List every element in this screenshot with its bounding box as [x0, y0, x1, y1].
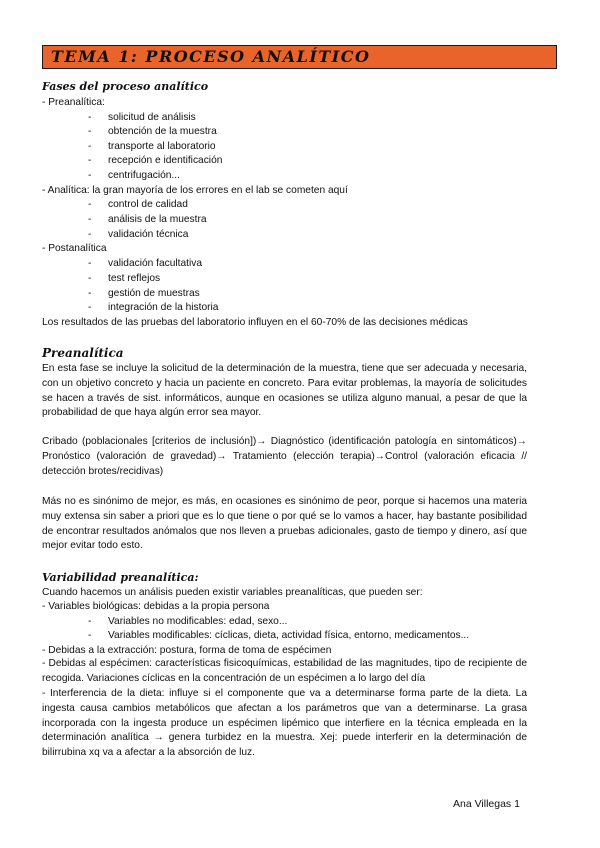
list-item: - recepción e identificación [88, 155, 223, 166]
fases-heading: Fases del proceso analítico [42, 80, 209, 93]
list-item: - Variables modificables: cíclicas, dieta, actividad física, entorno, medicamentos... [88, 630, 470, 641]
list-item: - test reflejos [88, 273, 161, 284]
list-item: - centrifugación... [88, 170, 180, 181]
analitica-label: - Analítica: la gran mayoría de los errores en el lab se cometen aquí [42, 185, 348, 196]
especimen-paragraph: - Debidas al espécimen: características fisicoquímicas, estabilidad de las magnitudes, tipo de recipiente de recogida. Variaciones cíclicas en la concentración de un espécimen a lo largo del día [42, 658, 527, 684]
list-item: - integración de la historia [88, 302, 219, 313]
list-item: - obtención de la muestra [88, 126, 217, 137]
variabilidad-intro: Cuando hacemos un análisis pueden existir variables preanalíticas, que pueden ser: [42, 587, 423, 598]
extraccion-line: - Debidas a la extracción: postura, forma de toma de espécimen [42, 645, 332, 656]
list-item: - gestión de muestras [88, 288, 200, 299]
variables-biologicas-label: - Variables biológicas: debidas a la propia persona [42, 601, 270, 612]
list-item: - transporte al laboratorio [88, 141, 216, 152]
page-title: TEMA 1: PROCESO ANALÍTICO [51, 47, 371, 66]
dieta-paragraph: - Interferencia de la dieta: influye si el componente que va a determinarse forma parte de la dieta. La ingesta causa cambios metabólicos que afectan a los parámetros que van a determinarse. La grasa incorporada con la ingesta produce un espécimen lipémico que interfiere en la técnica empleada en la determinación analítica → genera turbidez en la muestra. Xej: puede interferir en la determinación de bilirrubina xq va a afectar a la absorción de luz. [42, 688, 527, 759]
preanalitica-paragraph-3: Más no es sinónimo de mejor, es más, en ocasiones es sinónimo de peor, porque si hacemos una materia muy extensa sin saber a priori que es lo que tiene o por qué se lo vamos a hacer, hay bastante posibilidad de encontrar resultados anómalos que nos lleven a pruebas adicionales, gasto de tiempo y dinero, así que mejor evitar todo esto. [42, 496, 527, 552]
preanalitica-label: - Preanalítica: [42, 97, 105, 108]
fases-note: Los resultados de las pruebas del laboratorio influyen en el 60-70% de las decisiones médicas [42, 317, 468, 328]
list-item: - Variables no modificables: edad, sexo... [88, 616, 288, 627]
list-item: - validación facultativa [88, 258, 203, 269]
preanalitica-paragraph-1: En esta fase se incluye la solicitud de la determinación de la muestra, tiene que ser adecuada y necesaria, con un objetivo concreto y hacia un paciente en concreto. Para evitar problemas, la mayoría de solicitudes se hacen a través de sist. informáticos, aunque en ocasiones se utiliza alguno manual, a pesar de que la probabilidad de que haya algún error sea mayor. [42, 363, 527, 419]
list-item: - análisis de la muestra [88, 214, 207, 225]
page-footer: Ana Villegas 1 [453, 798, 520, 810]
preanalitica-heading: Preanalítica [42, 346, 124, 360]
list-item: - solicitud de análisis [88, 112, 196, 123]
variabilidad-heading: Variabilidad preanalítica: [42, 571, 199, 584]
title-banner [42, 45, 557, 69]
postanalitica-label: - Postanalítica [42, 243, 107, 254]
list-item: - validación técnica [88, 229, 189, 240]
list-item: - control de calidad [88, 199, 188, 210]
preanalitica-paragraph-2: Cribado (poblacionales [criterios de inclusión])→ Diagnóstico (identificación patología en sintomáticos)→ Pronóstico (valoración de gravedad)→ Tratamiento (elección terapia)→Control (valoración eficacia // detección brotes/recidivas) [42, 436, 527, 477]
